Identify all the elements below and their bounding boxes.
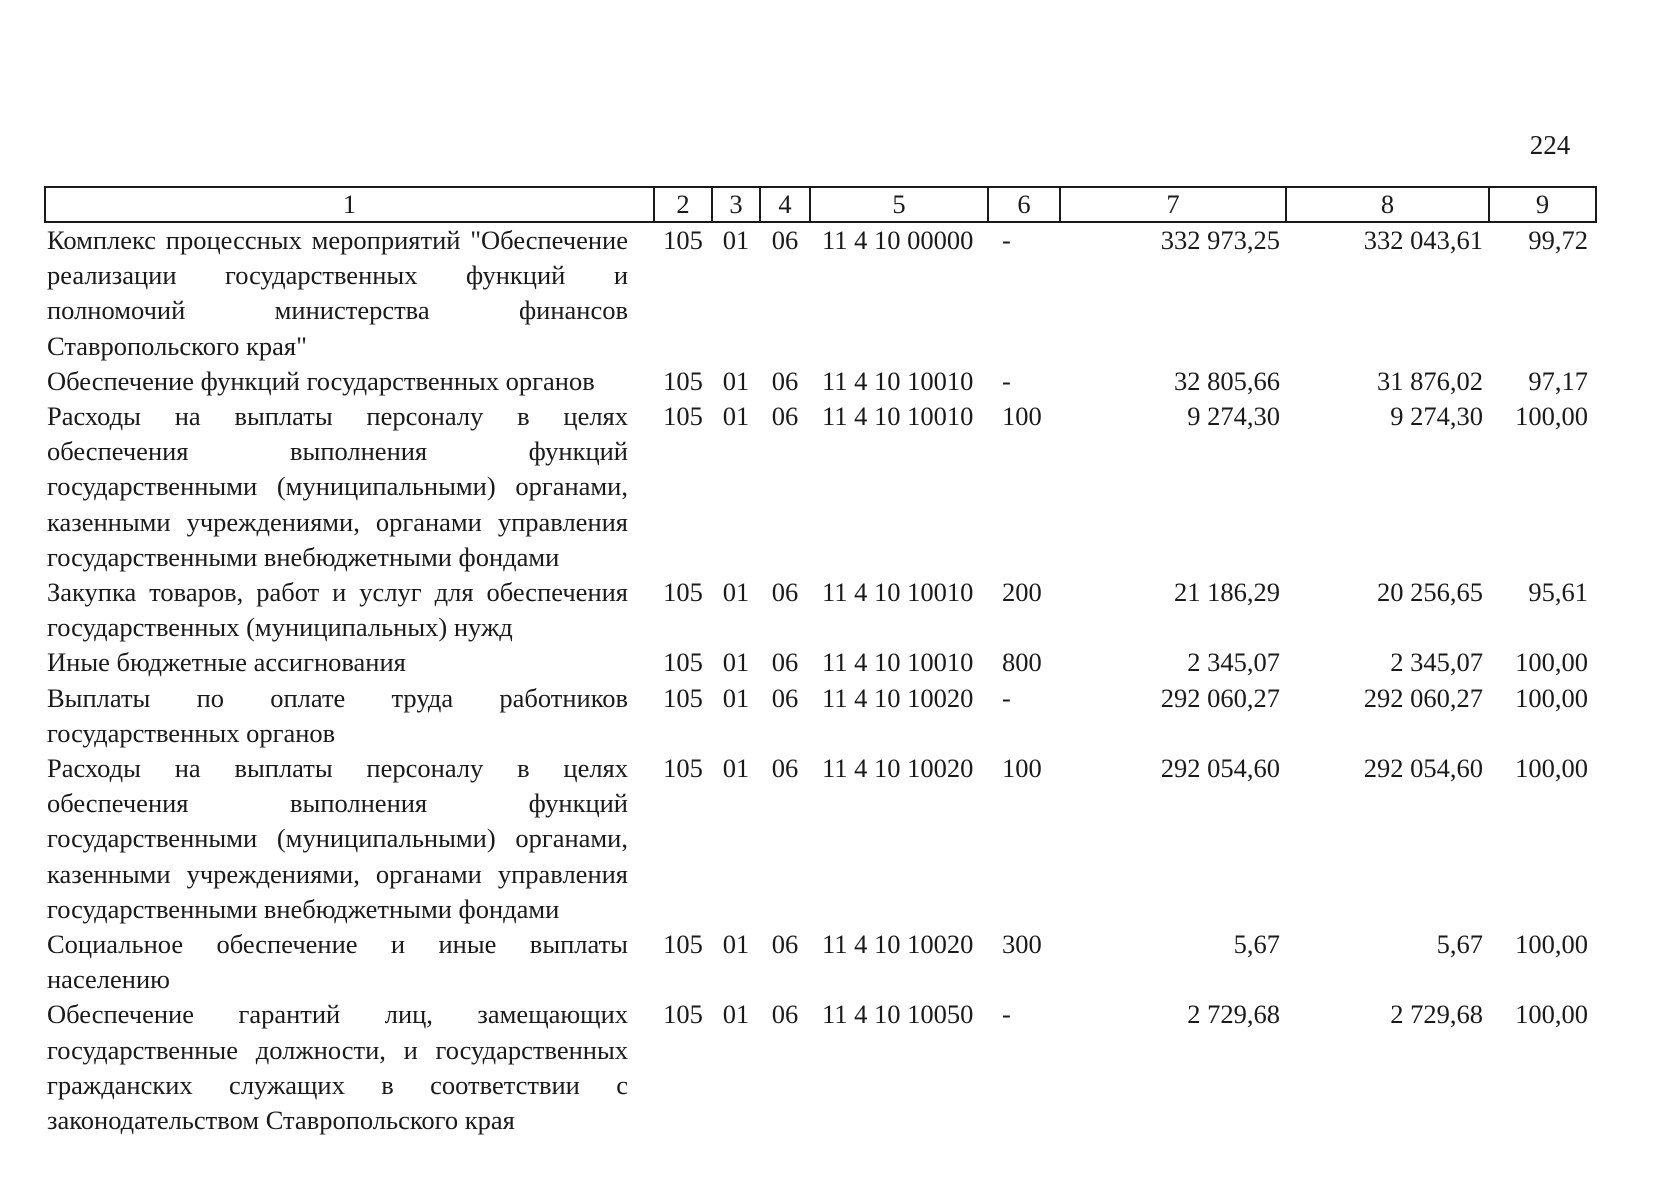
row-execution-percent: 100,00 [1515,929,1588,960]
row-expense-type: - [1002,365,1011,396]
header-cell-1: 1 [45,187,654,222]
row-execution-percent: 95,61 [1528,577,1588,608]
row-execution-percent: 100,00 [1515,753,1588,784]
row-expense-type: 100 [1002,753,1042,784]
row-actual-amount: 292 060,27 [1363,682,1483,713]
row-section-code: 01 [722,577,750,608]
row-ministry-code: 105 [663,753,703,784]
header-cell-4: 4 [760,187,810,222]
header-row [45,187,1596,222]
row-ministry-code: 105 [663,577,703,608]
table-row [45,751,1596,927]
row-expense-type: 300 [1002,929,1042,960]
row-planned-amount: 21 186,29 [1174,577,1280,608]
row-actual-amount: 31 876,02 [1377,365,1483,396]
row-target-article: 11 4 10 10010 [822,647,974,678]
row-actual-amount: 5,67 [1436,929,1483,960]
row-name: Комплекс процессных мероприятий "Обеспечение реализации государственных функций и полномочий министерства финансов Ставропольского края" [47,225,628,361]
row-planned-amount: 32 805,66 [1174,365,1280,396]
row-section-code: 01 [722,929,750,960]
row-execution-percent: 97,17 [1528,365,1588,396]
row-target-article: 11 4 10 10050 [822,999,974,1030]
table-header [45,187,1596,222]
row-section-code: 01 [722,225,750,255]
table-row [45,399,1596,575]
header-cell-5: 5 [810,187,988,222]
row-section-code: 01 [722,647,750,678]
row-name: Обеспечение функций государственных органов [47,365,595,396]
table-row [45,222,1596,364]
row-name: Иные бюджетные ассигнования [47,647,406,678]
row-actual-amount: 20 256,65 [1377,577,1483,608]
row-ministry-code: 105 [663,647,703,678]
row-planned-amount: 2 345,07 [1187,647,1280,678]
table-row [45,997,1596,1138]
row-execution-percent: 100,00 [1515,401,1588,432]
row-execution-percent: 100,00 [1515,999,1588,1030]
row-target-article: 11 4 10 00000 [822,225,974,255]
page-number: 224 [1529,130,1571,160]
row-execution-percent: 100,00 [1515,682,1588,713]
row-actual-amount: 2 729,68 [1390,999,1483,1030]
row-actual-amount: 9 274,30 [1390,401,1483,432]
row-section-code: 01 [722,401,750,432]
row-planned-amount: 292 060,27 [1160,682,1280,713]
row-name: Обеспечение гарантий лиц, замещающих государственные должности, и государственных гражданских служащих в соответствии с законодательством Ставропольского края [47,999,628,1136]
row-subsection-code: 06 [771,929,799,960]
budget-table [44,186,1597,1138]
table-row [45,575,1596,645]
header-cell-8: 8 [1286,187,1489,222]
row-section-code: 01 [722,682,750,713]
table-row [45,927,1596,997]
row-name: Выплаты по оплате труда работников государственных органов [47,682,628,748]
row-actual-amount: 2 345,07 [1390,647,1483,678]
row-name: Расходы на выплаты персоналу в целях обеспечения выполнения функций государственными (муниципальными) органами, казенными учреждениями, органами управления государственными внебюджетными фондами [47,753,628,924]
row-section-code: 01 [722,999,750,1030]
row-target-article: 11 4 10 10010 [822,365,974,396]
row-subsection-code: 06 [771,577,799,608]
header-cell-2: 2 [654,187,712,222]
row-target-article: 11 4 10 10020 [822,753,974,784]
row-target-article: 11 4 10 10020 [822,929,974,960]
row-subsection-code: 06 [771,401,799,432]
row-ministry-code: 105 [663,999,703,1030]
table-row [45,364,1596,399]
row-planned-amount: 292 054,60 [1160,753,1280,784]
row-name: Закупка товаров, работ и услуг для обеспечения государственных (муниципальных) нужд [47,577,628,643]
row-subsection-code: 06 [771,647,799,678]
row-execution-percent: 100,00 [1515,647,1588,678]
row-name: Социальное обеспечение и иные выплаты населению [47,929,628,995]
row-ministry-code: 105 [663,682,703,713]
row-ministry-code: 105 [663,365,703,396]
row-execution-percent: 99,72 [1528,225,1588,255]
row-expense-type: - [1002,999,1011,1030]
row-subsection-code: 06 [771,682,799,713]
header-cell-3: 3 [712,187,760,222]
table-row [45,645,1596,680]
row-target-article: 11 4 10 10020 [822,682,974,713]
header-cell-7: 7 [1060,187,1286,222]
row-name: Расходы на выплаты персоналу в целях обеспечения выполнения функций государственными (муниципальными) органами, казенными учреждениями, органами управления государственными внебюджетными фондами [47,401,628,572]
header-cell-9: 9 [1489,187,1596,222]
row-expense-type: 200 [1002,577,1042,608]
header-cell-6: 6 [988,187,1060,222]
row-ministry-code: 105 [663,929,703,960]
row-expense-type: - [1002,225,1011,255]
row-planned-amount: 9 274,30 [1187,401,1280,432]
row-section-code: 01 [722,753,750,784]
row-planned-amount: 332 973,25 [1160,225,1280,255]
row-ministry-code: 105 [663,401,703,432]
row-ministry-code: 105 [663,225,703,255]
row-expense-type: 800 [1002,647,1042,678]
row-planned-amount: 5,67 [1233,929,1280,960]
row-actual-amount: 332 043,61 [1363,225,1483,255]
row-actual-amount: 292 054,60 [1363,753,1483,784]
row-target-article: 11 4 10 10010 [822,577,974,608]
row-target-article: 11 4 10 10010 [822,401,974,432]
row-subsection-code: 06 [771,365,799,396]
row-planned-amount: 2 729,68 [1187,999,1280,1030]
row-section-code: 01 [722,365,750,396]
row-subsection-code: 06 [771,999,799,1030]
table-body [45,222,1596,1138]
row-subsection-code: 06 [771,225,799,255]
row-expense-type: - [1002,682,1011,713]
table-row [45,681,1596,751]
row-subsection-code: 06 [771,753,799,784]
row-expense-type: 100 [1002,401,1042,432]
